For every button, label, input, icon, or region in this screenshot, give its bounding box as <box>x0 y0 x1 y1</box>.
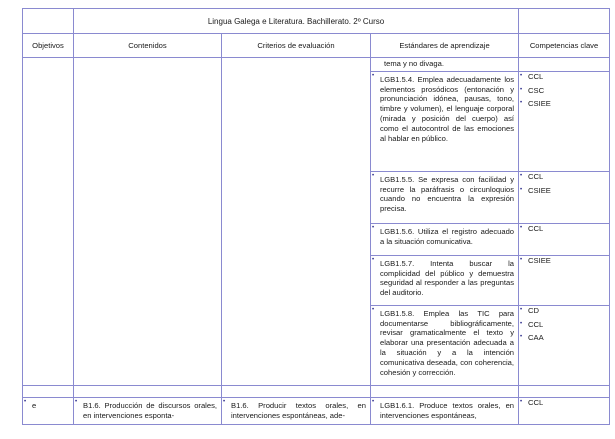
contenido-cell <box>74 397 222 425</box>
spacer-cell <box>74 385 222 397</box>
estandar-cell <box>371 223 519 255</box>
header-estandares: Estándares de aprendizaje <box>371 34 519 58</box>
estandar-text: • LGB1.5.5. Se expresa con facilidad y recurre la paráfrasis o circunloquios cuando no encuentra la expresión precisa. <box>371 172 518 223</box>
competencia-badge: • CCL <box>519 172 609 182</box>
competencias-cell <box>519 171 610 223</box>
competencia-badge: • CSC <box>519 86 609 96</box>
title-right-cell <box>519 9 610 34</box>
contenido-text: • B1.6. Producción de discursos orales, en intervenciones esponta- <box>74 398 221 425</box>
curriculum-table <box>22 8 610 425</box>
header-objetivos: Objetivos <box>23 34 74 58</box>
competencia-badge: • CSIEE <box>519 186 609 196</box>
competencias-cell <box>519 397 610 425</box>
estandar-text: • LGB1.5.8. Emplea las TIC para documentarse bibliográficamente, revisar gramaticalmente el texto y elaborar una presentación adecuada a la situación y a la intención comunicativa deseada, con coherencia, cohesión y corrección. <box>371 306 518 385</box>
spacer-row <box>23 385 610 397</box>
header-contenidos: Contenidos <box>74 34 222 58</box>
objetivo-cell <box>23 397 74 425</box>
competencias-cell <box>519 305 610 385</box>
competencia-badge: • CCL <box>519 72 609 82</box>
estandar-text: tema y no divaga. <box>384 59 444 68</box>
table-row <box>23 58 610 72</box>
objetivo-cell-empty <box>23 58 74 386</box>
estandar-cell <box>371 71 519 171</box>
competencia-badge: • CAA <box>519 333 609 343</box>
spacer-cell <box>519 385 610 397</box>
competencia-badge: • CCL <box>519 224 609 234</box>
estandar-text: • LGB1.5.7. Intenta buscar la complicidad del público y demuestra seguridad al responder a las preguntas del auditorio. <box>371 256 518 305</box>
estandar-text: • LGB1.6.1. Produce textos orales, en intervenciones espontáneas, <box>371 398 518 425</box>
corner-cell <box>23 9 74 34</box>
competencias-cell <box>519 223 610 255</box>
table-row <box>23 397 610 425</box>
competencia-badge: • CCL <box>519 398 609 408</box>
estandar-cell <box>371 255 519 305</box>
estandar-text: • LGB1.5.6. Utiliza el registro adecuado a la situación comunicativa. <box>371 224 518 255</box>
header-criterios: Criterios de evaluación <box>222 34 371 58</box>
criterio-cell <box>222 397 371 425</box>
estandar-cell <box>371 397 519 425</box>
competencias-cell <box>519 58 610 72</box>
criterio-text: • B1.6. Producir textos orales, en intervenciones espontáneas, ade- <box>222 398 370 425</box>
estandar-cell <box>371 58 519 72</box>
criterio-cell-empty <box>222 58 371 386</box>
competencia-badge: • CSIEE <box>519 256 609 266</box>
estandar-text: • LGB1.5.4. Emplea adecuadamente los elementos prosódicos (entonación y pronunciación idónea, pausas, tono, timbre y volumen), el lenguaje corporal (mirada y posición del cuerpo) así como el autocontrol de las emociones al hablar en público. <box>371 72 518 171</box>
contenido-cell-empty <box>74 58 222 386</box>
estandar-cell <box>371 171 519 223</box>
competencia-badge: • CCL <box>519 320 609 330</box>
header-competencias: Competencias clave <box>519 34 610 58</box>
estandar-cell <box>371 305 519 385</box>
objetivo-text: • e <box>23 398 73 415</box>
competencia-badge: • CSIEE <box>519 99 609 109</box>
competencias-cell <box>519 255 610 305</box>
title-row <box>23 9 610 34</box>
spacer-cell <box>222 385 371 397</box>
column-header-row <box>23 34 610 58</box>
table-title: Lingua Galega e Literatura. Bachillerato. 2º Curso <box>74 9 519 34</box>
competencia-badge: • CD <box>519 306 609 316</box>
competencias-cell <box>519 71 610 171</box>
spacer-cell <box>371 385 519 397</box>
spacer-cell <box>23 385 74 397</box>
